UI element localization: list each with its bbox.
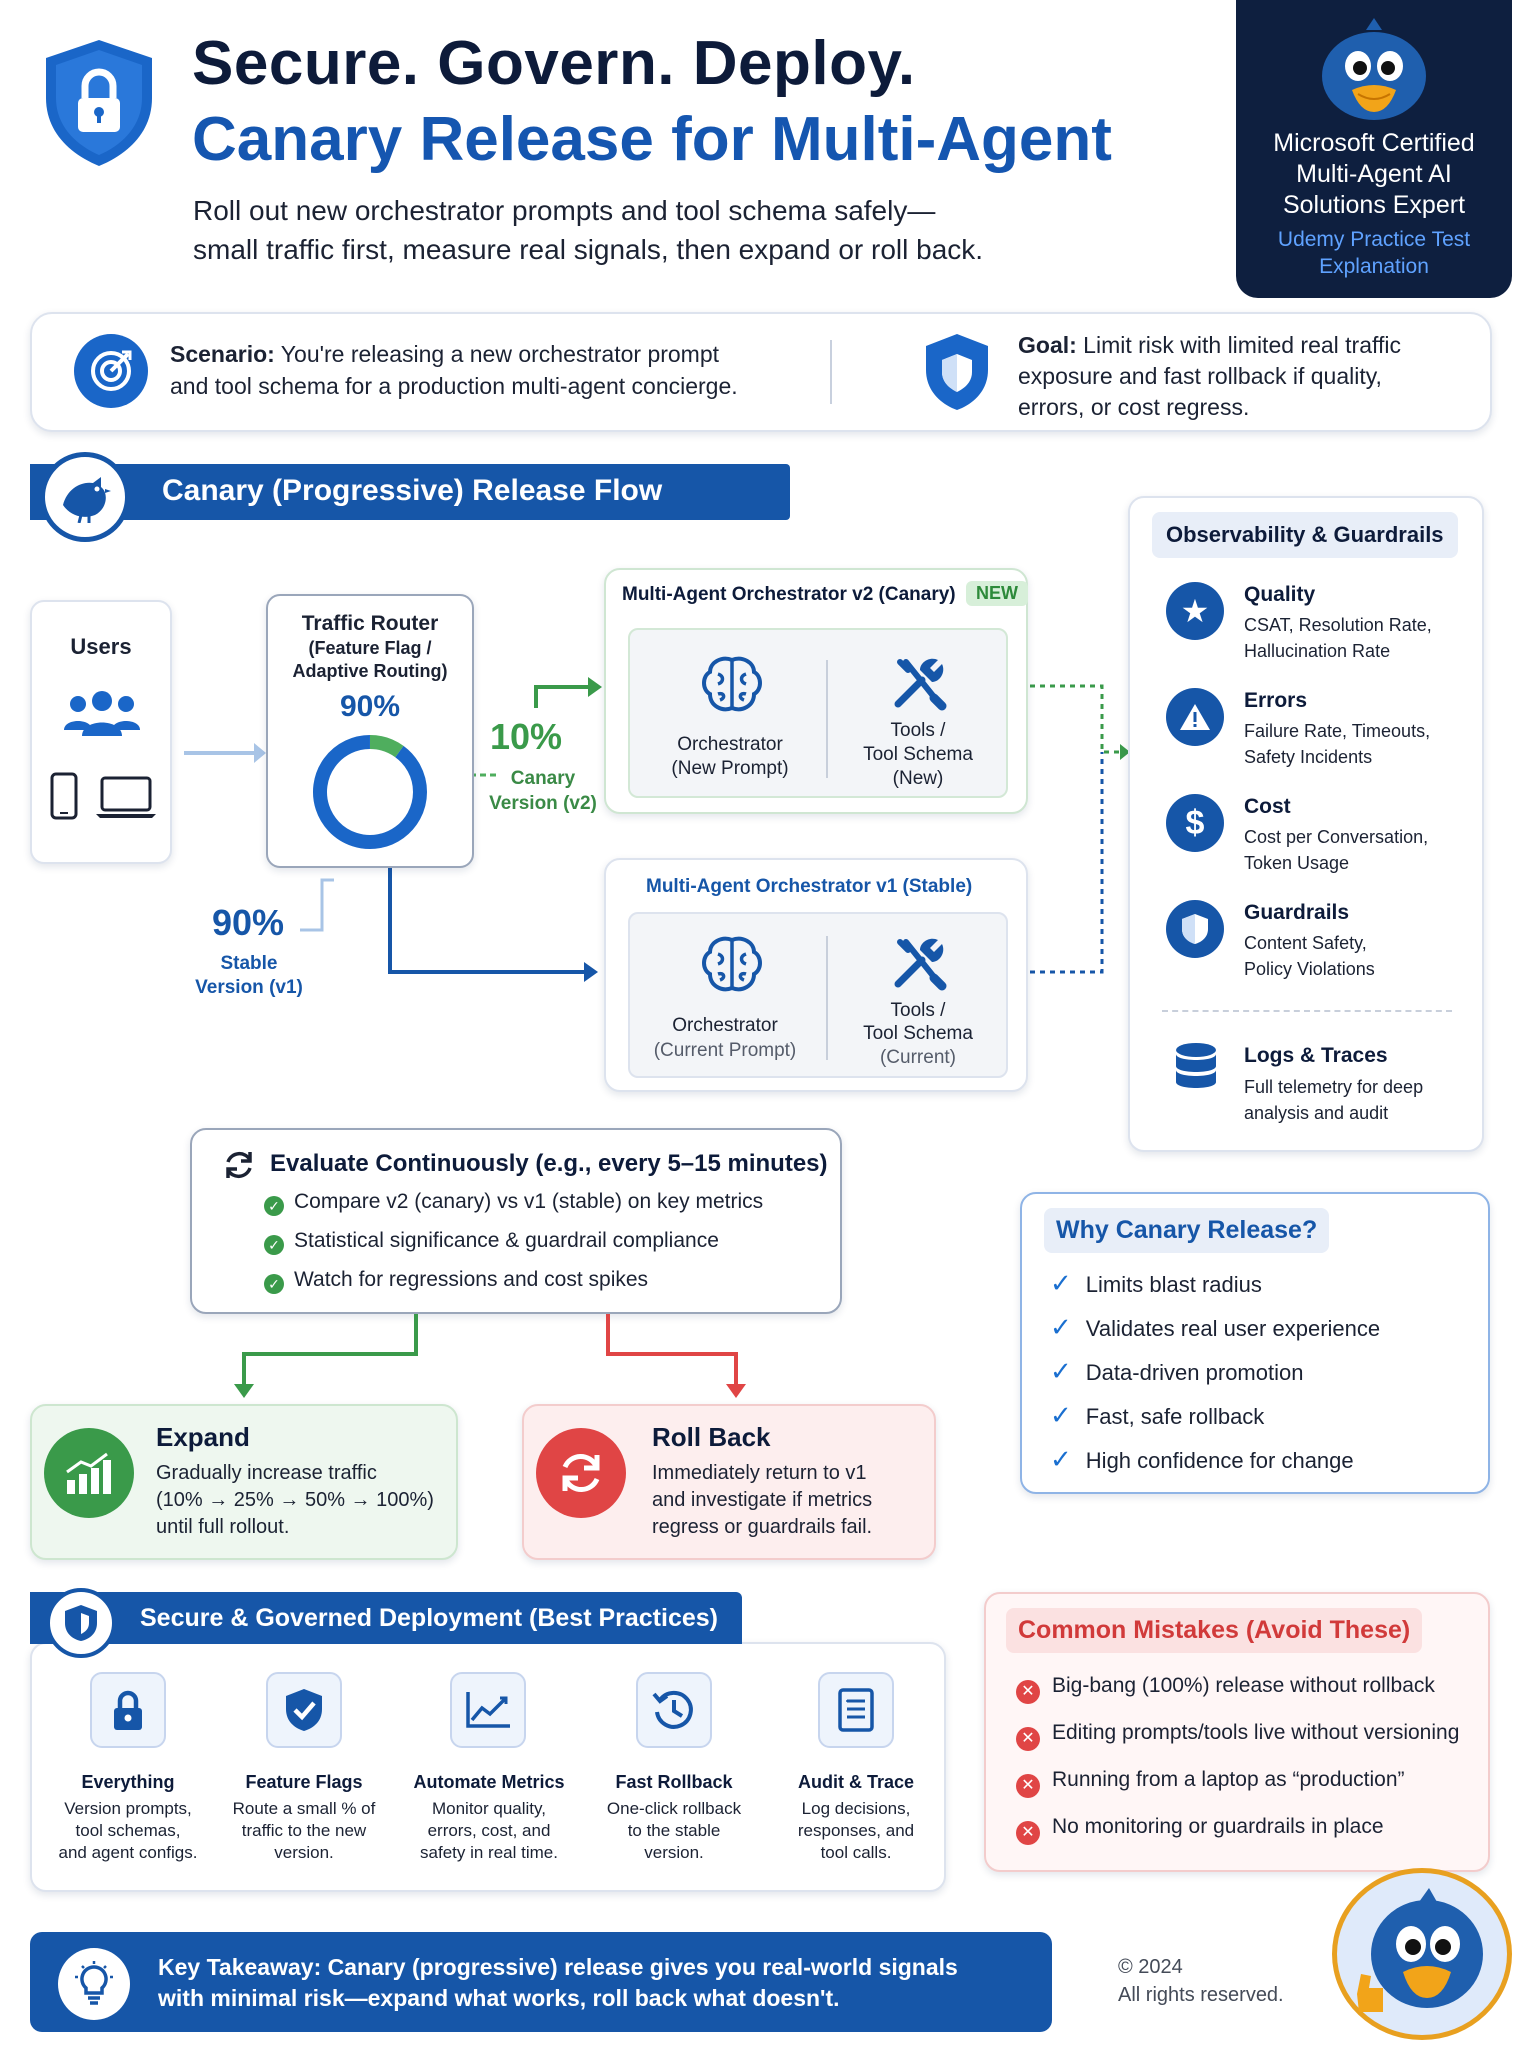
- obs-errors-title: Errors: [1244, 689, 1308, 712]
- v2-divider: [826, 660, 828, 778]
- takeaway-text: [158, 1952, 958, 2014]
- evaluate-item: ✓ Statistical significance & guardrail compliance: [264, 1229, 719, 1255]
- expand-title: Expand: [156, 1422, 250, 1452]
- obs-errors-line2: Safety Incidents: [1244, 747, 1373, 767]
- obs-logs-title: Logs & Traces: [1244, 1044, 1388, 1067]
- rollback-text: [652, 1460, 872, 1541]
- v1-divider: [826, 936, 828, 1060]
- router-subtitle-2: Adaptive Routing): [292, 661, 448, 681]
- v1-tools-label-1: Tools /: [890, 1000, 946, 1021]
- rollback-icon: [536, 1428, 626, 1518]
- history-icon: [636, 1672, 712, 1748]
- page-subtitle-line1: Roll out new orchestrator prompts and tool schema safely—: [193, 195, 936, 226]
- mascot-bird-icon: [1347, 1884, 1497, 2024]
- expand-line3: until full rollout.: [156, 1516, 290, 1538]
- v2-tools-label-3: (New): [892, 768, 944, 789]
- why-item: ✓ Validates real user experience: [1050, 1312, 1381, 1342]
- scenario-line1: You're releasing a new orchestrator prompt: [274, 341, 720, 367]
- evaluate-item: ✓ Watch for regressions and cost spikes: [264, 1268, 648, 1294]
- router-title: Traffic Router: [301, 612, 439, 635]
- database-icon: [1174, 1042, 1218, 1096]
- brain-icon: [700, 934, 764, 996]
- badge-line-2: Multi-Agent AI: [1296, 160, 1452, 188]
- lightbulb-icon: [58, 1948, 130, 2020]
- practices-banner-title: Secure & Governed Deployment (Best Practices): [140, 1604, 718, 1632]
- why-item: ✓ Limits blast radius: [1050, 1268, 1262, 1298]
- badge-line-4: Udemy Practice Test: [1277, 228, 1471, 251]
- router-subtitle-1: (Feature Flag /: [308, 638, 432, 658]
- brain-icon: [700, 654, 764, 716]
- why-item: ✓ High confidence for change: [1050, 1444, 1354, 1474]
- tools-icon: [890, 934, 948, 992]
- mistake-item: ✕ Editing prompts/tools live without versioning: [1016, 1721, 1459, 1751]
- warning-icon: [1166, 688, 1224, 746]
- badge-line-1: Microsoft Certified: [1273, 129, 1475, 157]
- practice-rollback-text: One-click rollback to the stable version.: [606, 1799, 742, 1862]
- v2-tools-label-2: Tool Schema: [863, 744, 973, 765]
- takeaway-line2: with minimal risk—expand what works, roll back what doesn't.: [158, 1985, 840, 2011]
- tools-icon: [890, 654, 948, 712]
- goal-line3: errors, or cost regress.: [1018, 394, 1250, 420]
- obs-guardrails-line1: Content Safety,: [1244, 933, 1367, 953]
- dollar-icon: $: [1166, 794, 1224, 852]
- obs-quality-line2: Hallucination Rate: [1244, 641, 1391, 661]
- router-percent: 90%: [339, 690, 401, 723]
- refresh-icon: [222, 1148, 256, 1182]
- flow-banner-title: Canary (Progressive) Release Flow: [162, 474, 663, 507]
- growth-chart-icon: [44, 1428, 134, 1518]
- new-badge: NEW: [966, 581, 1028, 606]
- evaluate-title: Evaluate Continuously (e.g., every 5–15 minutes): [270, 1150, 828, 1177]
- mistake-item: ✕ No monitoring or guardrails in place: [1016, 1815, 1384, 1845]
- practice-everything-title: Everything: [81, 1772, 175, 1792]
- page-title-secondary: Canary Release for Multi-Agent: [192, 105, 1112, 174]
- obs-cost-line1: Cost per Conversation,: [1244, 827, 1429, 847]
- users-label: Users: [70, 634, 132, 659]
- observability-title: Observability & Guardrails: [1152, 512, 1458, 558]
- page-subtitle-line2: small traffic first, measure real signals, then expand or roll back.: [193, 234, 984, 265]
- shield-icon: [63, 1603, 99, 1643]
- mistake-item: ✕ Running from a laptop as “production”: [1016, 1768, 1405, 1798]
- why-canary-title: Why Canary Release?: [1044, 1208, 1329, 1253]
- donut-canary-slice: [370, 742, 399, 752]
- v1-tools-label-2: Tool Schema: [863, 1023, 973, 1044]
- v2-orchestrator-sub: (New Prompt): [671, 758, 789, 779]
- obs-cost-line2: Token Usage: [1244, 853, 1350, 873]
- scenario-label: Scenario:: [170, 341, 275, 367]
- practice-everything-text: Version prompts, tool schemas, and agent configs.: [58, 1799, 198, 1862]
- document-icon: [818, 1672, 894, 1748]
- v1-orchestrator-label: Orchestrator: [672, 1015, 778, 1036]
- evaluate-item: ✓ Compare v2 (canary) vs v1 (stable) on key metrics: [264, 1190, 763, 1216]
- goal-line1: Limit risk with limited real traffic: [1076, 332, 1401, 358]
- v2-title: Multi-Agent Orchestrator v2 (Canary): [622, 584, 956, 605]
- takeaway-line1: Key Takeaway: Canary (progressive) release gives you real-world signals: [158, 1954, 958, 1980]
- v2-tools-label-1: Tools /: [890, 720, 946, 741]
- rollback-title: Roll Back: [652, 1422, 771, 1452]
- practice-metrics-text: Monitor quality, errors, cost, and safety in real time.: [420, 1799, 558, 1862]
- stable-percent: 90%: [212, 902, 285, 943]
- obs-cost-title: Cost: [1244, 795, 1291, 818]
- stable-label-1: Stable: [220, 953, 278, 974]
- scenario-line2: and tool schema for a production multi-agent concierge.: [170, 373, 738, 399]
- v2-orchestrator-label: Orchestrator: [677, 734, 783, 755]
- obs-quality-line1: CSAT, Resolution Rate,: [1244, 615, 1432, 635]
- practice-rollback-title: Fast Rollback: [615, 1772, 733, 1792]
- expand-line2: (10% → 25% → 50% → 100%): [156, 1489, 434, 1511]
- goal-label: Goal:: [1018, 332, 1077, 358]
- rollback-line1: Immediately return to v1: [652, 1462, 867, 1484]
- practice-audit-text: Log decisions, responses, and tool calls.: [797, 1799, 915, 1862]
- why-item: ✓ Data-driven promotion: [1050, 1356, 1304, 1386]
- obs-quality-title: Quality: [1244, 583, 1316, 606]
- observability-divider: [1162, 1010, 1452, 1012]
- users-group-icon: [62, 690, 142, 742]
- goal-line2: exposure and fast rollback if quality,: [1018, 363, 1382, 389]
- mascot-avatar: [1332, 1868, 1512, 2040]
- expand-text: [156, 1460, 434, 1541]
- expand-line1: Gradually increase traffic: [156, 1462, 377, 1484]
- badge-line-5: Explanation: [1319, 255, 1429, 278]
- router-donut-chart: [310, 732, 430, 852]
- practice-flags-text: Route a small % of traffic to the new version.: [232, 1799, 376, 1862]
- obs-logs-line1: Full telemetry for deep: [1244, 1077, 1424, 1097]
- practice-flags-title: Feature Flags: [245, 1772, 363, 1792]
- badge-line-3: Solutions Expert: [1282, 191, 1466, 219]
- obs-errors-line1: Failure Rate, Timeouts,: [1244, 721, 1431, 741]
- shield-check-icon: [266, 1672, 342, 1748]
- footer-copyright: © 2024: [1118, 1956, 1183, 1978]
- star-icon: ★: [1166, 582, 1224, 640]
- phone-icon: [48, 772, 80, 820]
- canary-label-1: Canary: [510, 768, 576, 789]
- footer-rights: All rights reserved.: [1118, 1984, 1284, 2006]
- stable-label-2: Version (v1): [195, 977, 303, 998]
- canary-label-2: Version (v2): [489, 793, 597, 814]
- v1-title: Multi-Agent Orchestrator v1 (Stable): [646, 876, 973, 897]
- page-title: Secure. Govern. Deploy.: [192, 29, 916, 98]
- rollback-line3: regress or guardrails fail.: [652, 1516, 873, 1538]
- obs-logs-line2: analysis and audit: [1244, 1103, 1389, 1123]
- practice-audit-title: Audit & Trace: [797, 1772, 915, 1792]
- donut-stable-slice: [320, 742, 420, 842]
- v1-tools-label-3: (Current): [879, 1047, 956, 1068]
- mistakes-title: Common Mistakes (Avoid These): [1006, 1608, 1422, 1653]
- lock-icon: [90, 1672, 166, 1748]
- canary-percent: 10%: [490, 716, 563, 757]
- practice-metrics-title: Automate Metrics: [413, 1772, 565, 1792]
- decision-arrows: [0, 1310, 800, 1410]
- practices-banner-badge: [46, 1588, 116, 1658]
- why-item: ✓ Fast, safe rollback: [1050, 1400, 1265, 1430]
- chart-icon: [450, 1672, 526, 1748]
- rollback-line2: and investigate if metrics: [652, 1489, 873, 1511]
- obs-guardrails-title: Guardrails: [1244, 901, 1350, 924]
- mistake-item: ✕ Big-bang (100%) release without rollback: [1016, 1674, 1435, 1704]
- shield-icon: [1166, 900, 1224, 958]
- obs-guardrails-line2: Policy Violations: [1244, 959, 1375, 979]
- laptop-icon: [94, 776, 158, 820]
- v1-orchestrator-sub: (Current Prompt): [653, 1040, 797, 1061]
